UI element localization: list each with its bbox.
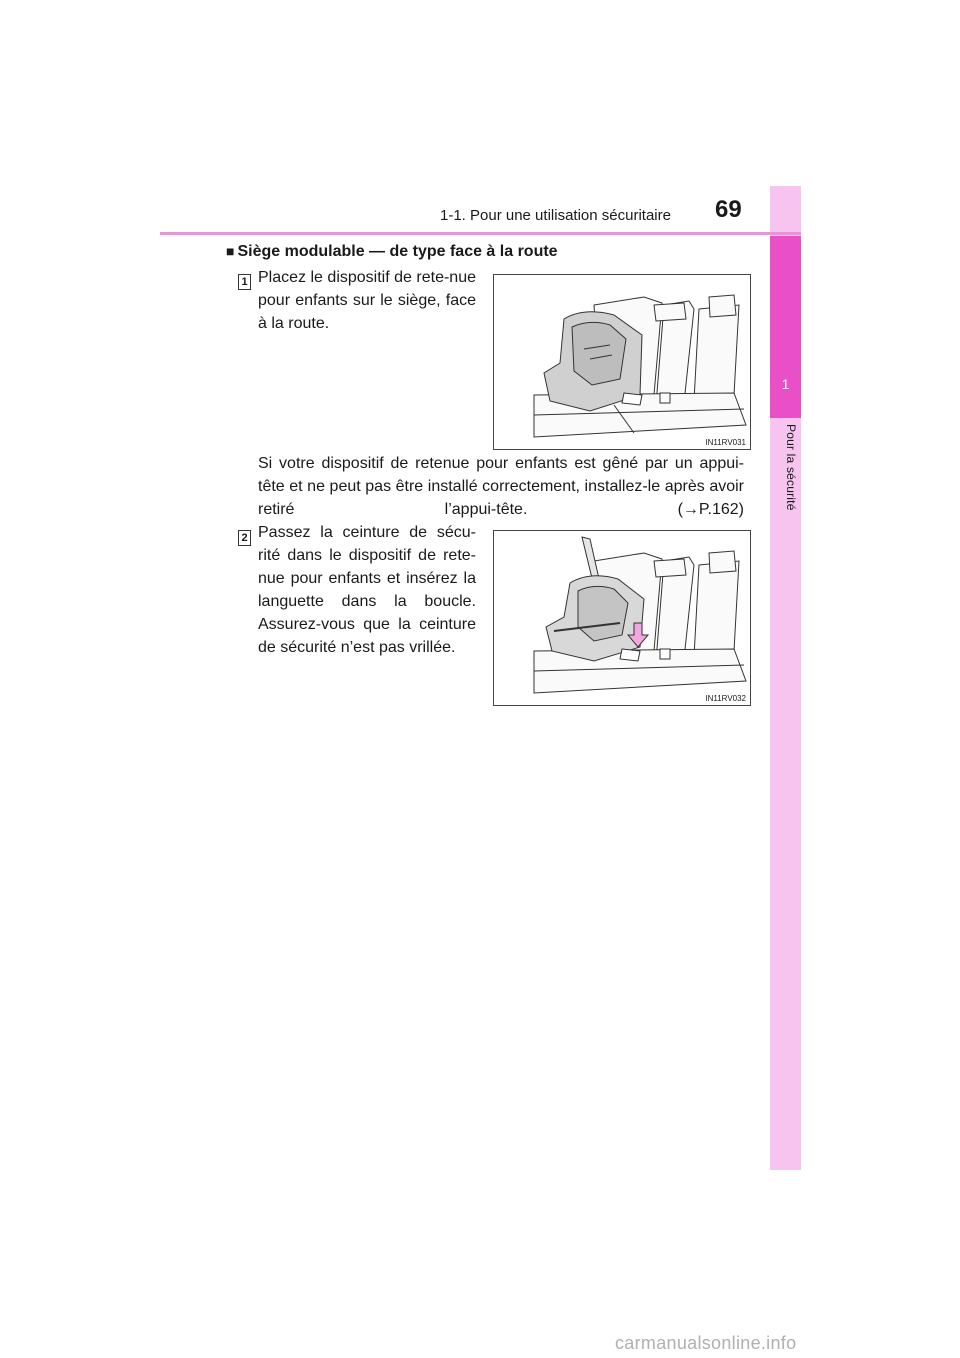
section-heading (226, 243, 558, 261)
child-seat-forward-facing-illustration (494, 275, 750, 449)
step-1-note: Si votre dispositif de retenue pour enfants est gêné par un appui-tête et ne peut pas être installé correctement, installez-le après avoir retiré l’appui-tête. (→P.162) (258, 455, 744, 518)
chapter-number: 1 (781, 376, 790, 392)
header-rule (160, 232, 801, 235)
section-label: 1-1. Pour une utilisation sécuritaire (440, 207, 671, 224)
step-2-badge: 2 (238, 530, 251, 546)
square-bullet-icon: ■ (226, 243, 235, 259)
child-seat-belt-illustration (494, 531, 750, 705)
figure-step-1 (493, 274, 751, 450)
page-number: 69 (715, 196, 742, 223)
figure-step-2 (493, 530, 751, 706)
section-heading-text: Siège modulable — de type face à la route (237, 243, 558, 260)
figure-code: IN11RV032 (705, 694, 746, 703)
chapter-title: Pour la sécurité (784, 424, 798, 511)
step-2-text: Passez la ceinture de sécu-rité dans le dispositif de rete-nue pour enfants et insérez la languette dans la boucle. Assurez-vous que la ceinture de sécurité n’est pas vrillée. (258, 524, 476, 656)
footer-watermark[interactable]: carmanualsonline.info (615, 1333, 797, 1353)
step-1-badge: 1 (238, 274, 251, 290)
figure-code: IN11RV031 (705, 438, 746, 447)
step-1-text: Placez le dispositif de rete-nue pour enfants sur le siège, face à la route. (258, 269, 476, 332)
